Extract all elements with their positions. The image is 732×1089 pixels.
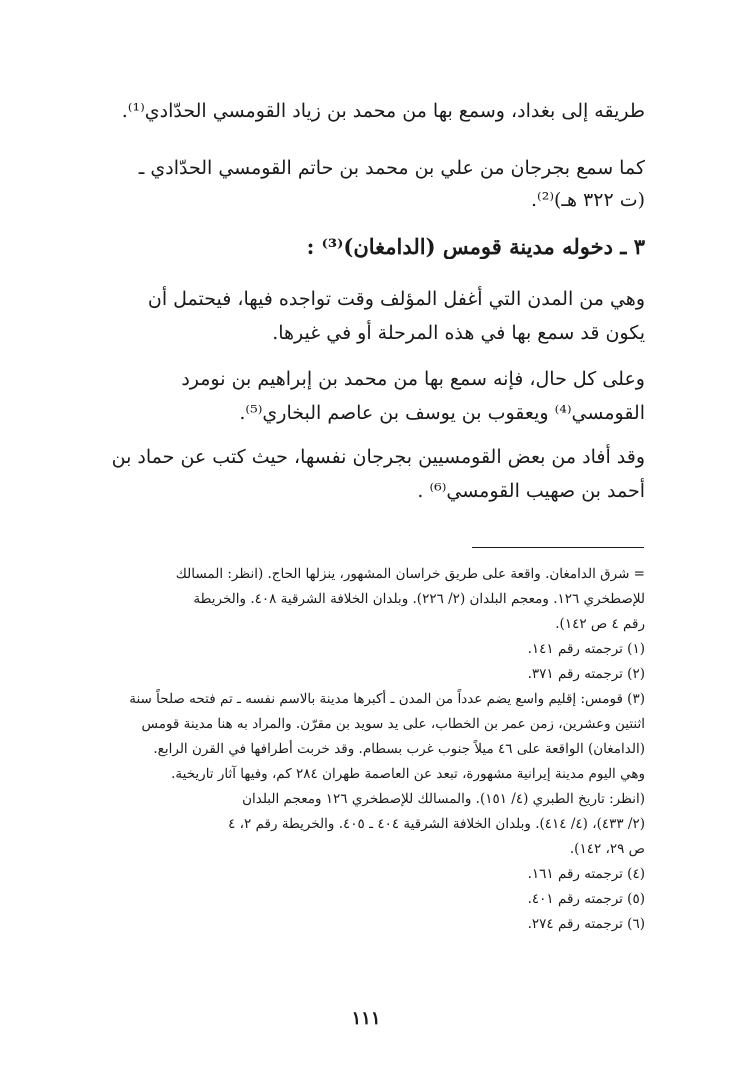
footnote-line: ص ٢٩، ١٤٢). (569, 841, 645, 857)
footnote-line: (٣) قومس: إقليم واسع يضم عدداً من المدن ـ أكبرها مدينة بالاسم نفسه ـ تم فتحه صلحاً سنة (129, 691, 645, 707)
text-line: طريقه إلى بغداد، وسمع بها من محمد بن زياد القومسي الحدّادي⁽¹⁾. (121, 100, 645, 122)
footnote-line: وهي اليوم مدينة إيرانية مشهورة، تبعد عن العاصمة طهران ٢٨٤ كم، وفيها آثار تاريخية. (171, 766, 645, 782)
text-line: وقد أفاد من بعض القومسيين بجرجان نفسها، حيث كتب عن حماد بن (111, 446, 645, 468)
text-line: (ت ٣٢٢ هـ)⁽²⁾. (530, 189, 645, 211)
page-number: ١١١ (351, 1008, 381, 1029)
footnote-line: اثنتين وعشرين، زمن عمر بن الخطاب، على يد سويد بن مقرّن. والمراد به هنا مدينة قومس (141, 716, 645, 732)
text-line: وعلى كل حال، فإنه سمع بها من محمد بن إبراهيم بن نومرد (181, 368, 645, 390)
section-heading (95, 234, 645, 259)
footnote-divider (472, 547, 644, 548)
footnotes (80, 562, 645, 937)
footnote-line: (انظر: تاريخ الطبري (٤/ ١٥١). والمسالك للإصطخري ١٢٦ ومعجم البلدان (242, 791, 645, 807)
paragraph-3 (95, 282, 645, 350)
footnote-line: (٥) ترجمته رقم ٤٠١. (527, 891, 645, 907)
text-line: أحمد بن صهيب القومسي⁽⁶⁾ . (417, 480, 645, 502)
text-line: القومسي⁽⁴⁾ ويعقوب بن يوسف بن عاصم البخاري⁽⁵⁾. (239, 402, 645, 424)
footnote-line: (٦) ترجمته رقم ٢٧٤. (527, 916, 645, 932)
footnote-line: (٤) ترجمته رقم ١٦١. (527, 866, 645, 882)
paragraph-1 (95, 100, 645, 122)
text-line: يكون قد سمع بها في هذه المرحلة أو في غيرها. (272, 322, 645, 344)
text-line: وهي من المدن التي أغفل المؤلف وقت تواجده فيها، فيحتمل أن (147, 288, 645, 310)
paragraph-2 (95, 152, 645, 216)
paragraph-4 (95, 362, 645, 430)
footnote-line: (٢) ترجمته رقم ٣٧١. (527, 666, 645, 682)
text-line: كما سمع بجرجان من علي بن محمد بن حاتم القومسي الحدّادي ـ (138, 157, 645, 179)
footnote-line: (الدامغان) الواقعة على ٤٦ ميلاً جنوب غرب بسطام. وقد خربت أطرافها في القرن الرابع. (153, 741, 645, 757)
footnote-line: رقم ٤ ص ١٤٢). (555, 616, 645, 632)
footnote-line: (١) ترجمته رقم ١٤١. (527, 641, 645, 657)
footnote-line: = شرق الدامغان. واقعة على طريق خراسان المشهور، ينزلها الحاج. (انظر: المسالك (175, 566, 645, 582)
footnote-line: للإصطخري ١٢٦. ومعجم البلدان (٢/ ٢٢٦). وبلدان الخلافة الشرقية ٤٠٨. والخريطة (193, 591, 645, 607)
footnote-line: (٢/ ٤٣٣)، (٤/ ٤١٤). وبلدان الخلافة الشرقية ٤٠٤ ـ ٤٠٥. والخريطة رقم ٢، ٤ (228, 816, 645, 832)
paragraph-5 (95, 440, 645, 508)
heading-text: ٣ ـ دخوله مدينة قومس (الدامغان)⁽³⁾ : (306, 234, 645, 259)
